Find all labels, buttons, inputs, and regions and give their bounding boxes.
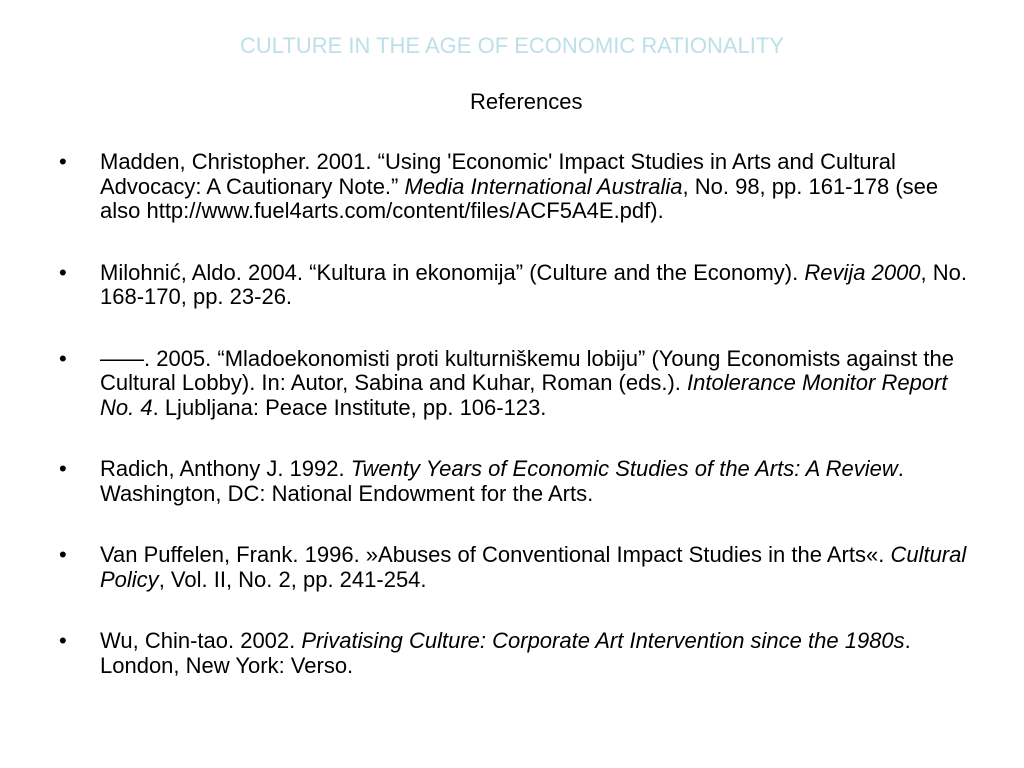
reference-item-wu [0, 629, 970, 678]
reference-text [100, 261, 970, 310]
reference-item-milohnic-2005 [0, 347, 970, 421]
bullet-icon: • [59, 542, 67, 567]
reference-text [100, 347, 970, 421]
reference-item-radich [0, 457, 970, 506]
reference-source-title: Revija 2000 [804, 259, 921, 285]
reference-source-title: Privatising Culture: Corporate Art Intervention since the 1980s [301, 628, 905, 653]
reference-prefix: Van Puffelen, Frank. 1996. »Abuses of Conventional Impact Studies in the Arts«. [100, 542, 891, 567]
reference-item-milohnic-2004 [0, 261, 970, 310]
reference-prefix: Madden, Christopher. 2001. “Using 'Economic' Impact Studies in Arts and Cultural Advocacy: A Cautionary Note.” [100, 149, 896, 199]
reference-source-title: Media International Australia [404, 173, 683, 199]
reference-suffix: . London, New York: Verso. [100, 628, 911, 678]
bullet-icon: • [59, 456, 67, 481]
reference-item-van-puffelen [0, 543, 970, 592]
reference-suffix: , No. 168-170, pp. 23-26. [100, 259, 968, 309]
reference-suffix: , Vol. II, No. 2, pp. 241-254. [158, 566, 427, 592]
reference-suffix: , No. 98, pp. 161-178 (see also http://www.fuel4arts.com/content/files/ACF5A4E.pdf). [100, 173, 939, 223]
reference-text [100, 150, 970, 224]
reference-prefix: ——. 2005. “Mladoekonomisti proti kulturniškemu lobiju” (Young Economists against the Cultural Lobby). In: Autor, Sabina and Kuhar, Roman (eds.). [100, 345, 954, 395]
reference-source-title: Cultural Policy [100, 542, 967, 592]
reference-prefix: Radich, Anthony J. 1992. [100, 456, 351, 481]
reference-source-title: Intolerance Monitor Report No. 4 [100, 370, 948, 420]
reference-text [100, 457, 970, 506]
reference-item-madden [0, 150, 970, 224]
bullet-icon: • [59, 259, 67, 285]
reference-prefix: Milohnić, Aldo. 2004. “Kultura in ekonomija” (Culture and the Economy). [100, 259, 805, 285]
bullet-icon: • [59, 149, 67, 174]
bullet-icon: • [59, 628, 67, 653]
reference-list [0, 150, 1024, 715]
reference-prefix: Wu, Chin-tao. 2002. [100, 628, 302, 653]
bullet-icon: • [59, 345, 67, 371]
slide-title: CULTURE IN THE AGE OF ECONOMIC RATIONALITY [240, 33, 784, 58]
references-heading: References [470, 89, 583, 114]
reference-source-title: Twenty Years of Economic Studies of the Arts: A Review [350, 456, 898, 481]
reference-suffix: . Washington, DC: National Endowment for the Arts. [100, 456, 904, 506]
reference-text [100, 629, 970, 678]
reference-text [100, 543, 970, 592]
reference-suffix: . Ljubljana: Peace Institute, pp. 106-123. [152, 394, 547, 420]
